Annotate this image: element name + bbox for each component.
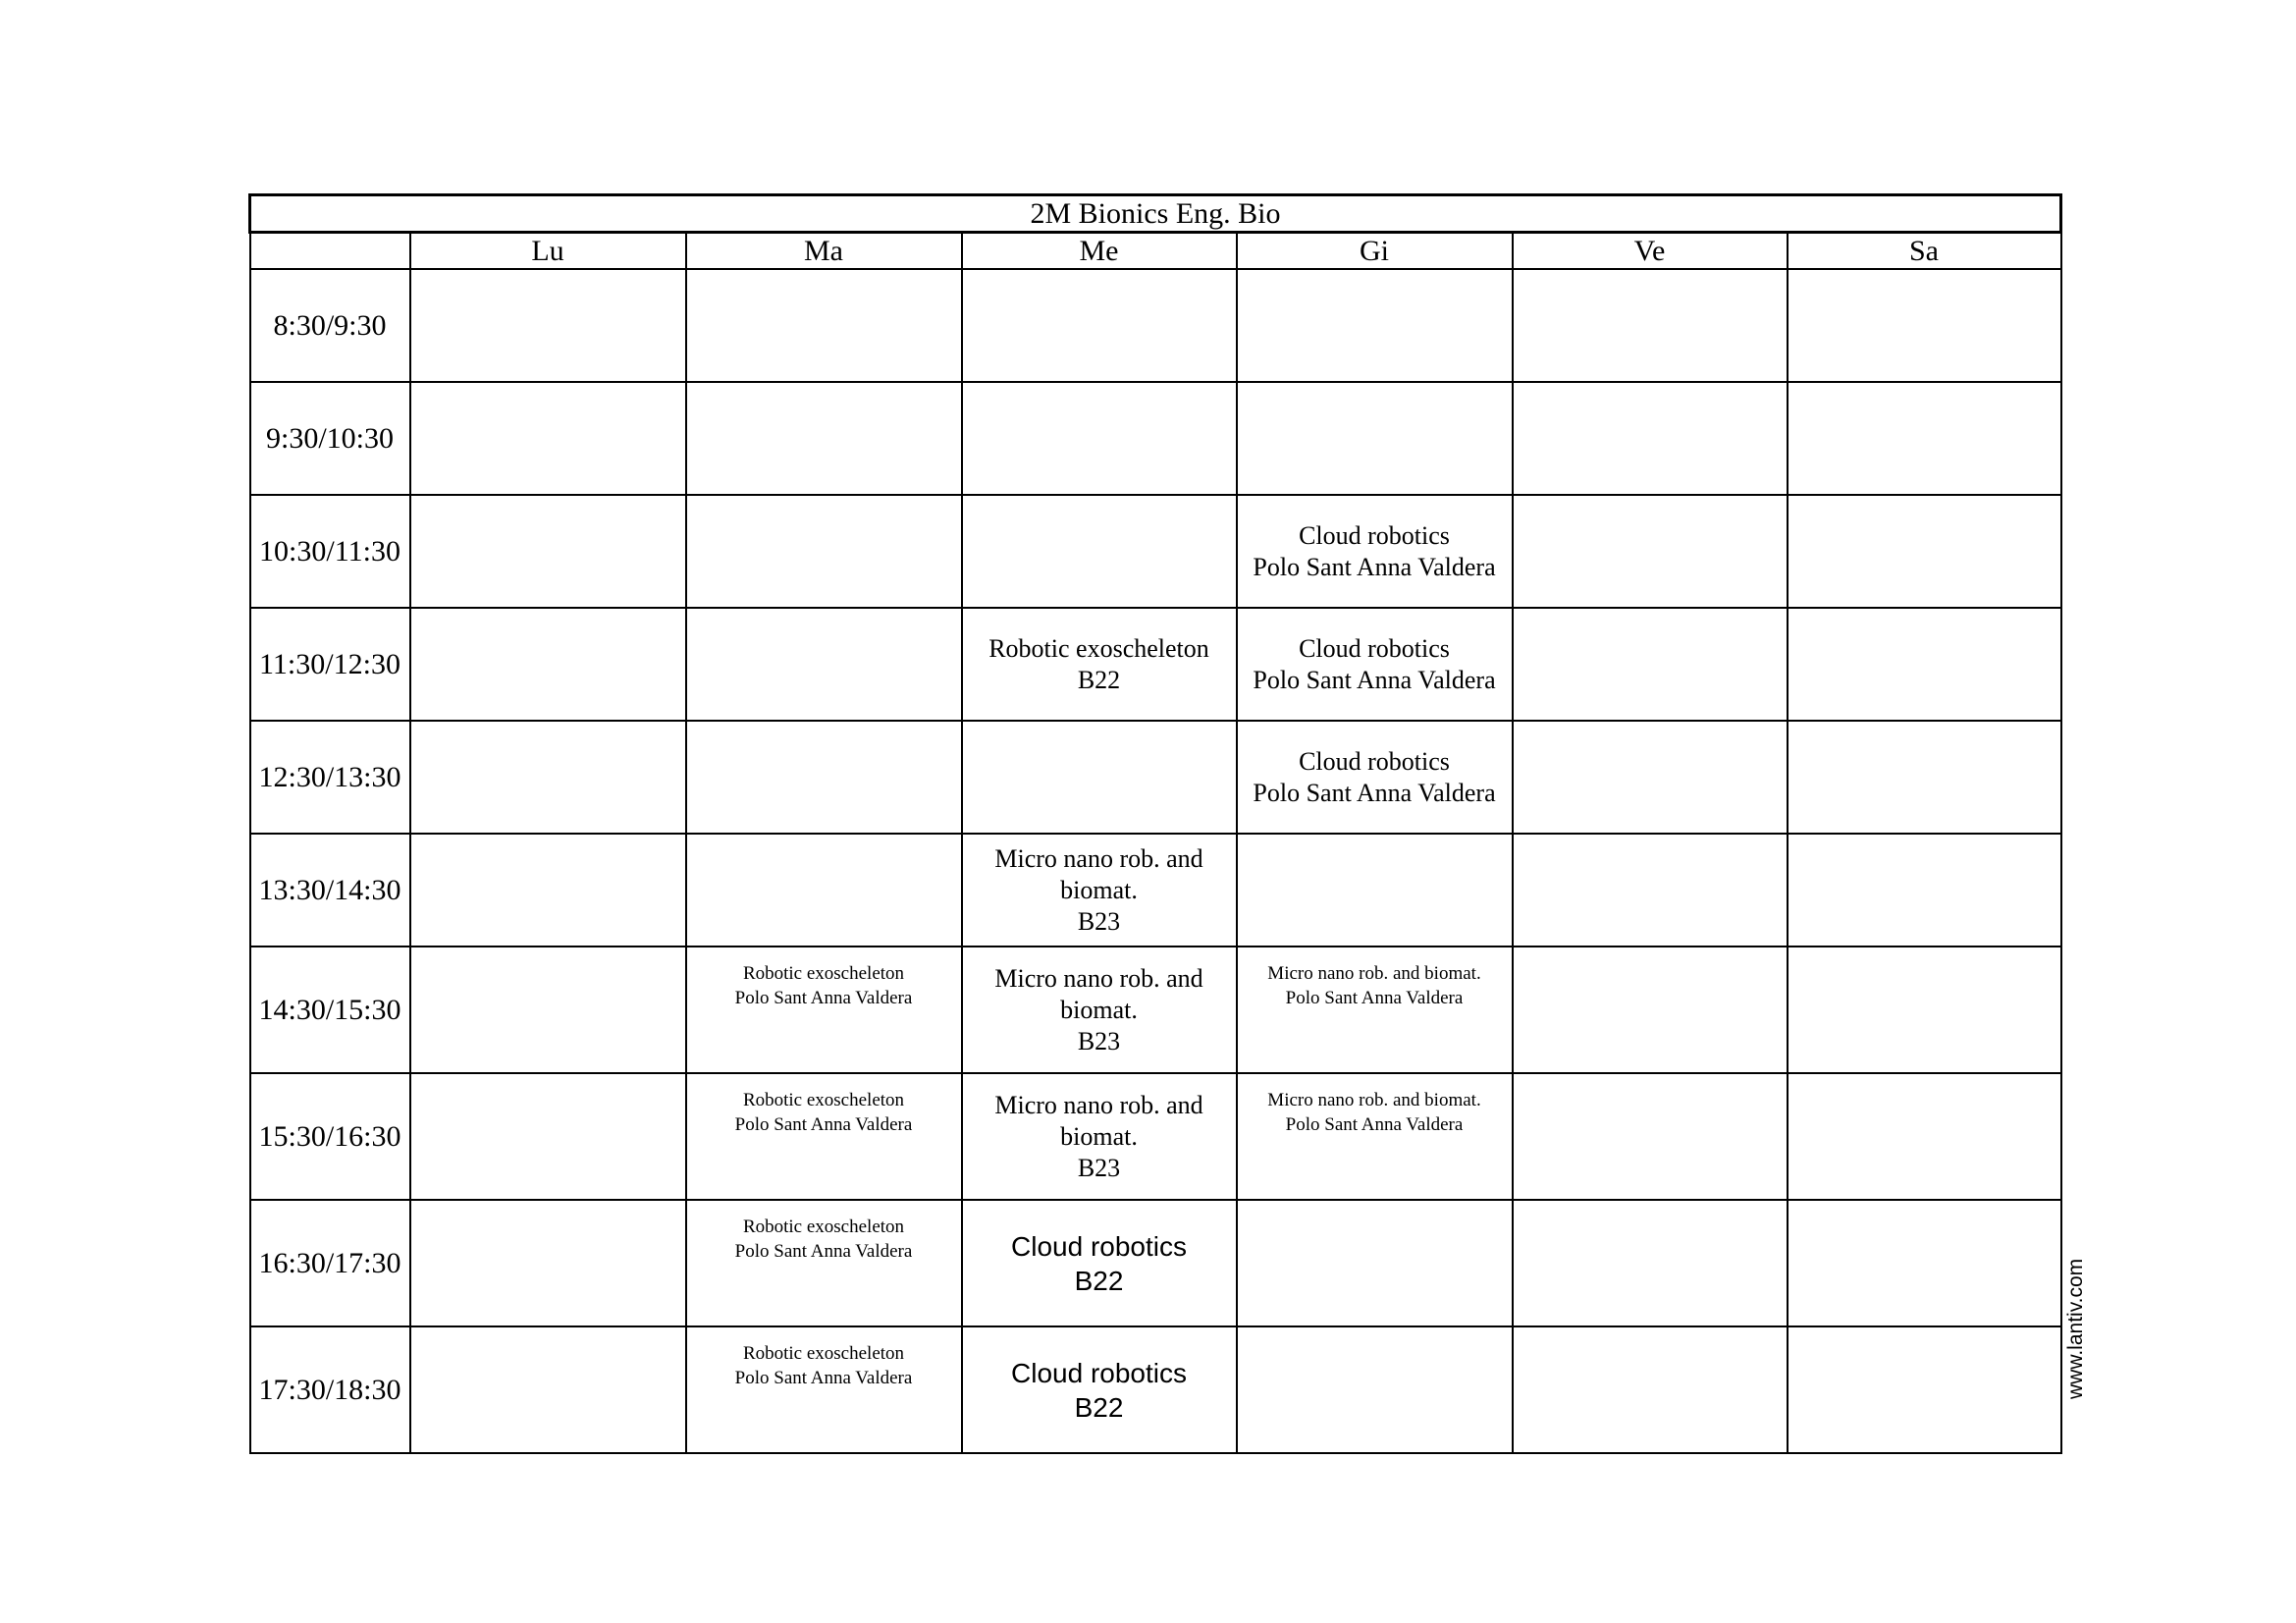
empty-cell (1788, 834, 2061, 947)
time-slot-row (250, 1073, 2061, 1200)
corner-cell (250, 233, 410, 270)
time-slot-row (250, 947, 2061, 1073)
room-label: Polo Sant Anna Valdera (734, 1114, 913, 1135)
room-label: Polo Sant Anna Valdera (1253, 552, 1496, 581)
time-slot-row (250, 834, 2061, 947)
room-label: Polo Sant Anna Valdera (734, 988, 913, 1008)
empty-cell (686, 608, 962, 721)
course-name: Cloud robotics (1011, 1357, 1187, 1388)
class-cell (686, 1073, 962, 1200)
empty-cell (1513, 1326, 1788, 1453)
room-label: B23 (1077, 1153, 1121, 1182)
empty-cell (410, 1326, 686, 1453)
empty-cell (410, 382, 686, 495)
empty-cell (410, 608, 686, 721)
day-header-me: Me (962, 233, 1237, 270)
empty-cell (410, 1073, 686, 1200)
time-slot-row (250, 608, 2061, 721)
empty-cell (1513, 382, 1788, 495)
time-slot-row (250, 269, 2061, 382)
empty-cell (1788, 1200, 2061, 1326)
course-name: Robotic exoscheleton (742, 1217, 905, 1237)
class-cell (1237, 608, 1513, 721)
empty-cell (1513, 1200, 1788, 1326)
time-slot-label: 13:30/14:30 (250, 834, 410, 947)
day-header-ma: Ma (686, 233, 962, 270)
room-label: B23 (1077, 906, 1121, 936)
class-cell (1237, 495, 1513, 608)
class-cell (962, 1073, 1237, 1200)
time-slot-row (250, 495, 2061, 608)
empty-cell (962, 269, 1237, 382)
time-slot-label: 12:30/13:30 (250, 721, 410, 834)
empty-cell (1788, 1326, 2061, 1453)
empty-cell (410, 947, 686, 1073)
room-label: Polo Sant Anna Valdera (734, 1368, 913, 1388)
empty-cell (1513, 608, 1788, 721)
time-slot-row (250, 382, 2061, 495)
course-name: Micro nano rob. and biomat. (1267, 1090, 1481, 1110)
empty-cell (1788, 382, 2061, 495)
watermark-text: www.lantiv.com (2064, 1258, 2087, 1399)
empty-cell (1788, 495, 2061, 608)
empty-cell (1237, 834, 1513, 947)
empty-cell (962, 721, 1237, 834)
course-name: Micro nano rob. and (994, 963, 1203, 993)
course-name: Cloud robotics (1299, 520, 1450, 550)
day-header-ve: Ve (1513, 233, 1788, 270)
day-header-lu: Lu (410, 233, 686, 270)
empty-cell (686, 495, 962, 608)
empty-cell (686, 269, 962, 382)
course-name: Micro nano rob. and biomat. (1267, 963, 1481, 984)
time-slot-label: 9:30/10:30 (250, 382, 410, 495)
class-cell (962, 1326, 1237, 1453)
class-cell (1237, 1073, 1513, 1200)
empty-cell (686, 721, 962, 834)
course-name: Robotic exoscheleton (742, 1343, 905, 1364)
day-header-row (250, 233, 2061, 270)
course-name: Cloud robotics (1299, 633, 1450, 663)
course-name: Robotic exoscheleton (742, 963, 905, 984)
class-cell (1237, 721, 1513, 834)
time-slot-label: 15:30/16:30 (250, 1073, 410, 1200)
room-label: Polo Sant Anna Valdera (1253, 665, 1496, 694)
time-slot-label: 16:30/17:30 (250, 1200, 410, 1326)
empty-cell (1788, 721, 2061, 834)
time-slot-label: 11:30/12:30 (250, 608, 410, 721)
empty-cell (410, 721, 686, 834)
course-name-cont: biomat. (1060, 995, 1138, 1024)
time-slot-label: 17:30/18:30 (250, 1326, 410, 1453)
time-slot-row (250, 1200, 2061, 1326)
day-header-gi: Gi (1237, 233, 1513, 270)
empty-cell (686, 382, 962, 495)
empty-cell (1237, 269, 1513, 382)
day-header-sa: Sa (1788, 233, 2061, 270)
empty-cell (1237, 1326, 1513, 1453)
class-cell (1237, 947, 1513, 1073)
course-name: Micro nano rob. and (994, 1090, 1203, 1119)
time-slot-row (250, 1326, 2061, 1453)
course-name: Micro nano rob. and (994, 843, 1203, 873)
empty-cell (1788, 269, 2061, 382)
time-slot-label: 8:30/9:30 (250, 269, 410, 382)
course-name: Cloud robotics (1299, 746, 1450, 776)
class-cell (686, 1200, 962, 1326)
room-label: B23 (1077, 1026, 1121, 1055)
empty-cell (1788, 1073, 2061, 1200)
empty-cell (410, 495, 686, 608)
time-slot-label: 14:30/15:30 (250, 947, 410, 1073)
empty-cell (1237, 382, 1513, 495)
class-cell (962, 1200, 1237, 1326)
empty-cell (1788, 947, 2061, 1073)
class-cell (962, 834, 1237, 947)
empty-cell (410, 269, 686, 382)
room-label: Polo Sant Anna Valdera (1285, 1114, 1464, 1135)
empty-cell (1513, 1073, 1788, 1200)
class-cell (686, 947, 962, 1073)
room-label: B22 (1074, 1265, 1124, 1296)
course-name-cont: biomat. (1060, 1121, 1138, 1151)
room-label: Polo Sant Anna Valdera (1285, 988, 1464, 1008)
empty-cell (962, 382, 1237, 495)
empty-cell (1513, 947, 1788, 1073)
class-cell (962, 947, 1237, 1073)
empty-cell (1513, 721, 1788, 834)
time-slot-label: 10:30/11:30 (250, 495, 410, 608)
timetable-body (250, 269, 2061, 1453)
class-cell (686, 1326, 962, 1453)
empty-cell (962, 495, 1237, 608)
time-slot-row (250, 721, 2061, 834)
empty-cell (1513, 834, 1788, 947)
timetable (248, 193, 2062, 1454)
empty-cell (1513, 495, 1788, 608)
empty-cell (410, 834, 686, 947)
room-label: Polo Sant Anna Valdera (1253, 778, 1496, 807)
course-name: Cloud robotics (1011, 1230, 1187, 1262)
room-label: B22 (1074, 1391, 1124, 1423)
room-label: B22 (1077, 665, 1121, 694)
timetable-sheet (248, 193, 2059, 1454)
class-cell (962, 608, 1237, 721)
empty-cell (1788, 608, 2061, 721)
course-name: Robotic exoscheleton (988, 633, 1209, 663)
empty-cell (1513, 269, 1788, 382)
course-name: Robotic exoscheleton (742, 1090, 905, 1110)
course-name-cont: biomat. (1060, 875, 1138, 904)
empty-cell (410, 1200, 686, 1326)
room-label: Polo Sant Anna Valdera (734, 1241, 913, 1262)
timetable-title: 2M Bionics Eng. Bio (250, 195, 2061, 233)
empty-cell (1237, 1200, 1513, 1326)
empty-cell (686, 834, 962, 947)
